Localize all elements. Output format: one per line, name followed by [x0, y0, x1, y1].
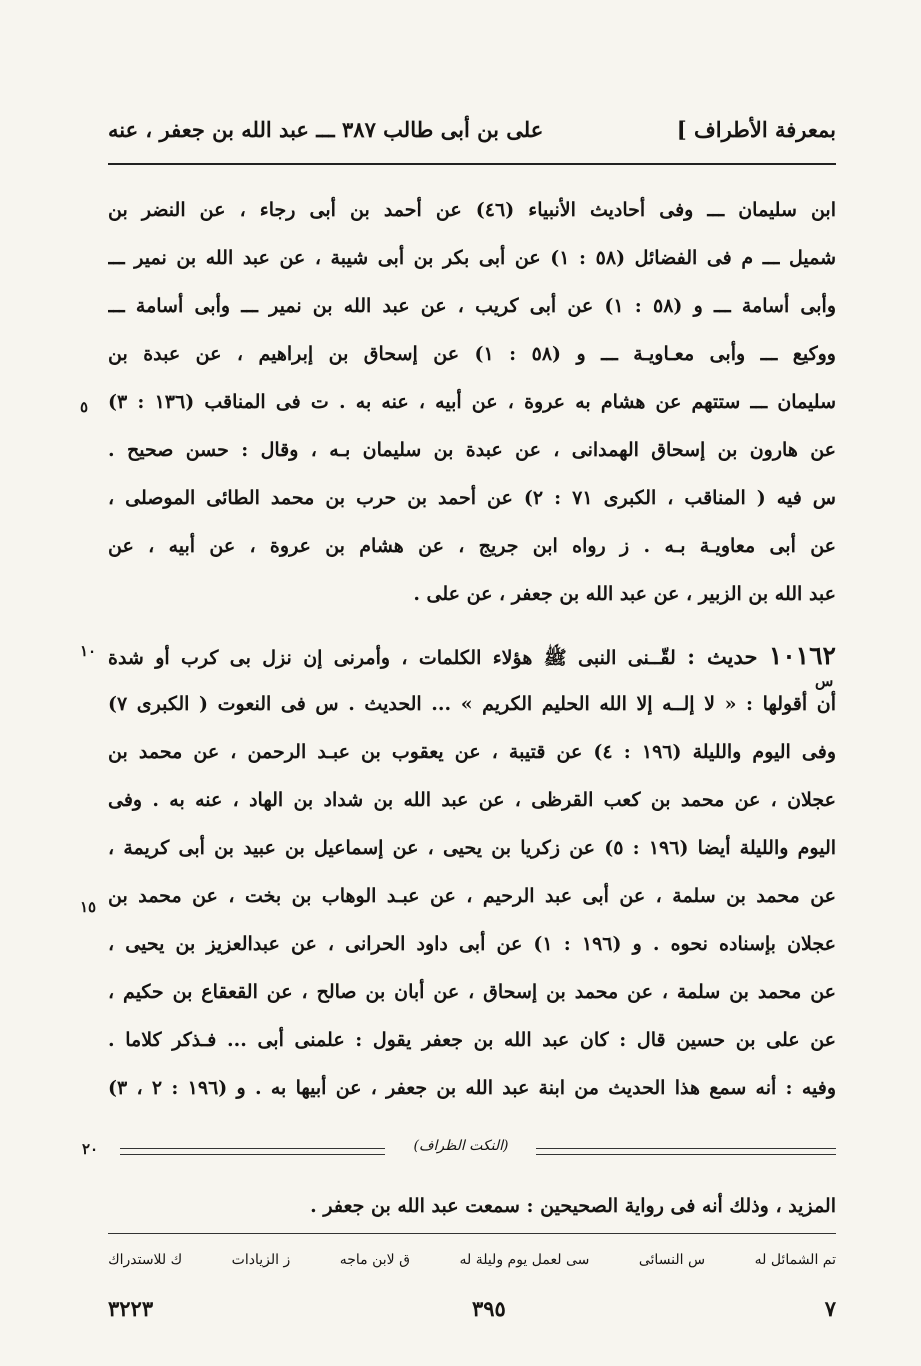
- hadith-entry: [108, 632, 836, 1112]
- entry-range-number: ٣٢٢٣: [108, 1295, 154, 1321]
- siglum-entry: ق لابن ماجه: [339, 1252, 410, 1268]
- sigla-legend: [108, 1245, 836, 1275]
- text-line: عبد الله بن الزبير ، عن عبد الله بن جعفر ، عن على .: [413, 583, 836, 605]
- text-line: ووكيع ـــ وأبى معـاويـة ـــ و (٥٨ : ١) عن إسحاق بن إبراهيم ، عن عبدة بن: [108, 343, 836, 365]
- header-center-title: على بن أبى طالب ٣٨٧ ـــ عبد الله بن جعفر ، عنه: [108, 116, 544, 142]
- text-line: وأبى أسامة ـــ و (٥٨ : ١) عن أبى كريب ، عن عبد الله بن نمير ـــ وأبى أسامة ـــ: [108, 295, 836, 317]
- page-footer: [108, 1290, 836, 1326]
- siglum-entry: ك للاستدراك: [108, 1252, 183, 1268]
- text-line: عن هارون بن إسحاق الهمدانى ، عن عبدة بن سليمان بـه ، وقال : حسن صحيح .: [108, 439, 836, 461]
- hadith-number: ١٠١٦٢: [768, 641, 836, 670]
- header-rule: [108, 163, 836, 165]
- text-line: أن أقولها : « لا إلــه إلا الله الحليم الكريم » ... الحديث . س فى النعوت ( الكبرى ٧): [108, 693, 836, 715]
- margin-line-number: ١٥: [80, 898, 97, 916]
- nukat-text: المزيد ، وذلك أنه فى رواية الصحيحين : سمعت عبد الله بن جعفر .: [310, 1195, 836, 1217]
- margin-siglum: س: [815, 672, 834, 690]
- hadith-keyword: حديث :: [687, 644, 758, 669]
- running-header: [108, 104, 836, 154]
- divider-double-rule: [536, 1148, 836, 1155]
- text-line: س فيه ( المناقب ، الكبرى ٧١ : ٢) عن أحمد بن حرب بن محمد الطائى الموصلى ،: [108, 487, 836, 509]
- text-line: سليمان ـــ ستتهم عن هشام به عروة ، عن أبيه ، عنه به . ت فى المناقب (١٣٦ : ٣): [108, 391, 836, 413]
- siglum-entry: ز الزيادات: [231, 1252, 291, 1268]
- margin-line-number: ١٠: [80, 642, 97, 660]
- hadith-first-line-text: لقّــنى النبى ﷺ هؤلاء الكلمات ، وأمرنى إن نزل بى كرب أو شدة: [108, 647, 676, 669]
- text-line: عن محمد بن سلمة ، عن محمد بن إسحاق ، عن أبان بن صالح ، عن القعقاع بن حكيم ،: [108, 981, 836, 1003]
- text-line: عجلان ، عن محمد بن كعب القرظى ، عن عبد الله بن شداد بن الهاد ، عنه به . وفى: [108, 789, 836, 811]
- text-line: شميل ـــ م فى الفضائل (٥٨ : ١) عن أبى بكر بن أبى شيبة ، عن عبد الله بن نمير ـــ: [108, 247, 836, 269]
- hadith-first-line: [108, 632, 836, 680]
- text-line: ابن سليمان ـــ وفى أحاديث الأنبياء (٤٦) عن أحمد بن أبى رجاء ، عن النضر بن: [108, 199, 836, 221]
- text-line: وفى اليوم والليلة (١٩٦ : ٤) عن قتيبة ، عن يعقوب بن عبـد الرحمن ، عن محمد بن: [108, 741, 836, 763]
- paragraph-1: [108, 186, 836, 618]
- nukat-divider: [108, 1138, 836, 1164]
- margin-line-number: ٥: [80, 398, 89, 416]
- siglum-entry: س النسائى: [638, 1252, 706, 1268]
- text-line: عن محمد بن سلمة ، عن أبى عبد الرحيم ، عن عبـد الوهاب بن بخت ، عن محمد بن: [108, 885, 836, 907]
- header-right-title: بمعرفة الأطراف ]: [676, 116, 836, 142]
- margin-line-number: ٢٠: [82, 1140, 99, 1158]
- divider-double-rule: [120, 1148, 385, 1155]
- volume-number: ٧: [824, 1295, 836, 1321]
- text-line: عن على بن حسين قال : كان عبد الله بن جعفر يقول : علمنى أبى ... فـذكر كلاما .: [108, 1029, 836, 1051]
- siglum-entry: سى لعمل يوم وليلة له: [459, 1252, 590, 1268]
- footer-rule: [108, 1233, 836, 1234]
- siglum-entry: تم الشمائل له: [754, 1252, 836, 1268]
- page-number: ٣٩٥: [472, 1295, 506, 1321]
- nukat-label: (النكت الظراف): [413, 1138, 509, 1154]
- text-line: اليوم والليلة أيضا (١٩٦ : ٥) عن زكريا بن يحيى ، عن إسماعيل بن عبيد بن أبى كريمة ،: [108, 837, 836, 859]
- text-line: عجلان بإسناده نحوه . و (١٩٦ : ١) عن أبى داود الحرانى ، عن عبدالعزيز بن يحيى ،: [108, 933, 836, 955]
- text-line: وفيه : أنه سمع هذا الحديث من ابنة عبد الله بن جعفر ، عن أبيها به . و (١٩٦ : ٢ ، ٣): [108, 1077, 836, 1099]
- text-line: عن أبى معاويـة بـه . ز رواه ابن جريج ، عن هشام بن عروة ، عن أبيه ، عن: [108, 535, 836, 557]
